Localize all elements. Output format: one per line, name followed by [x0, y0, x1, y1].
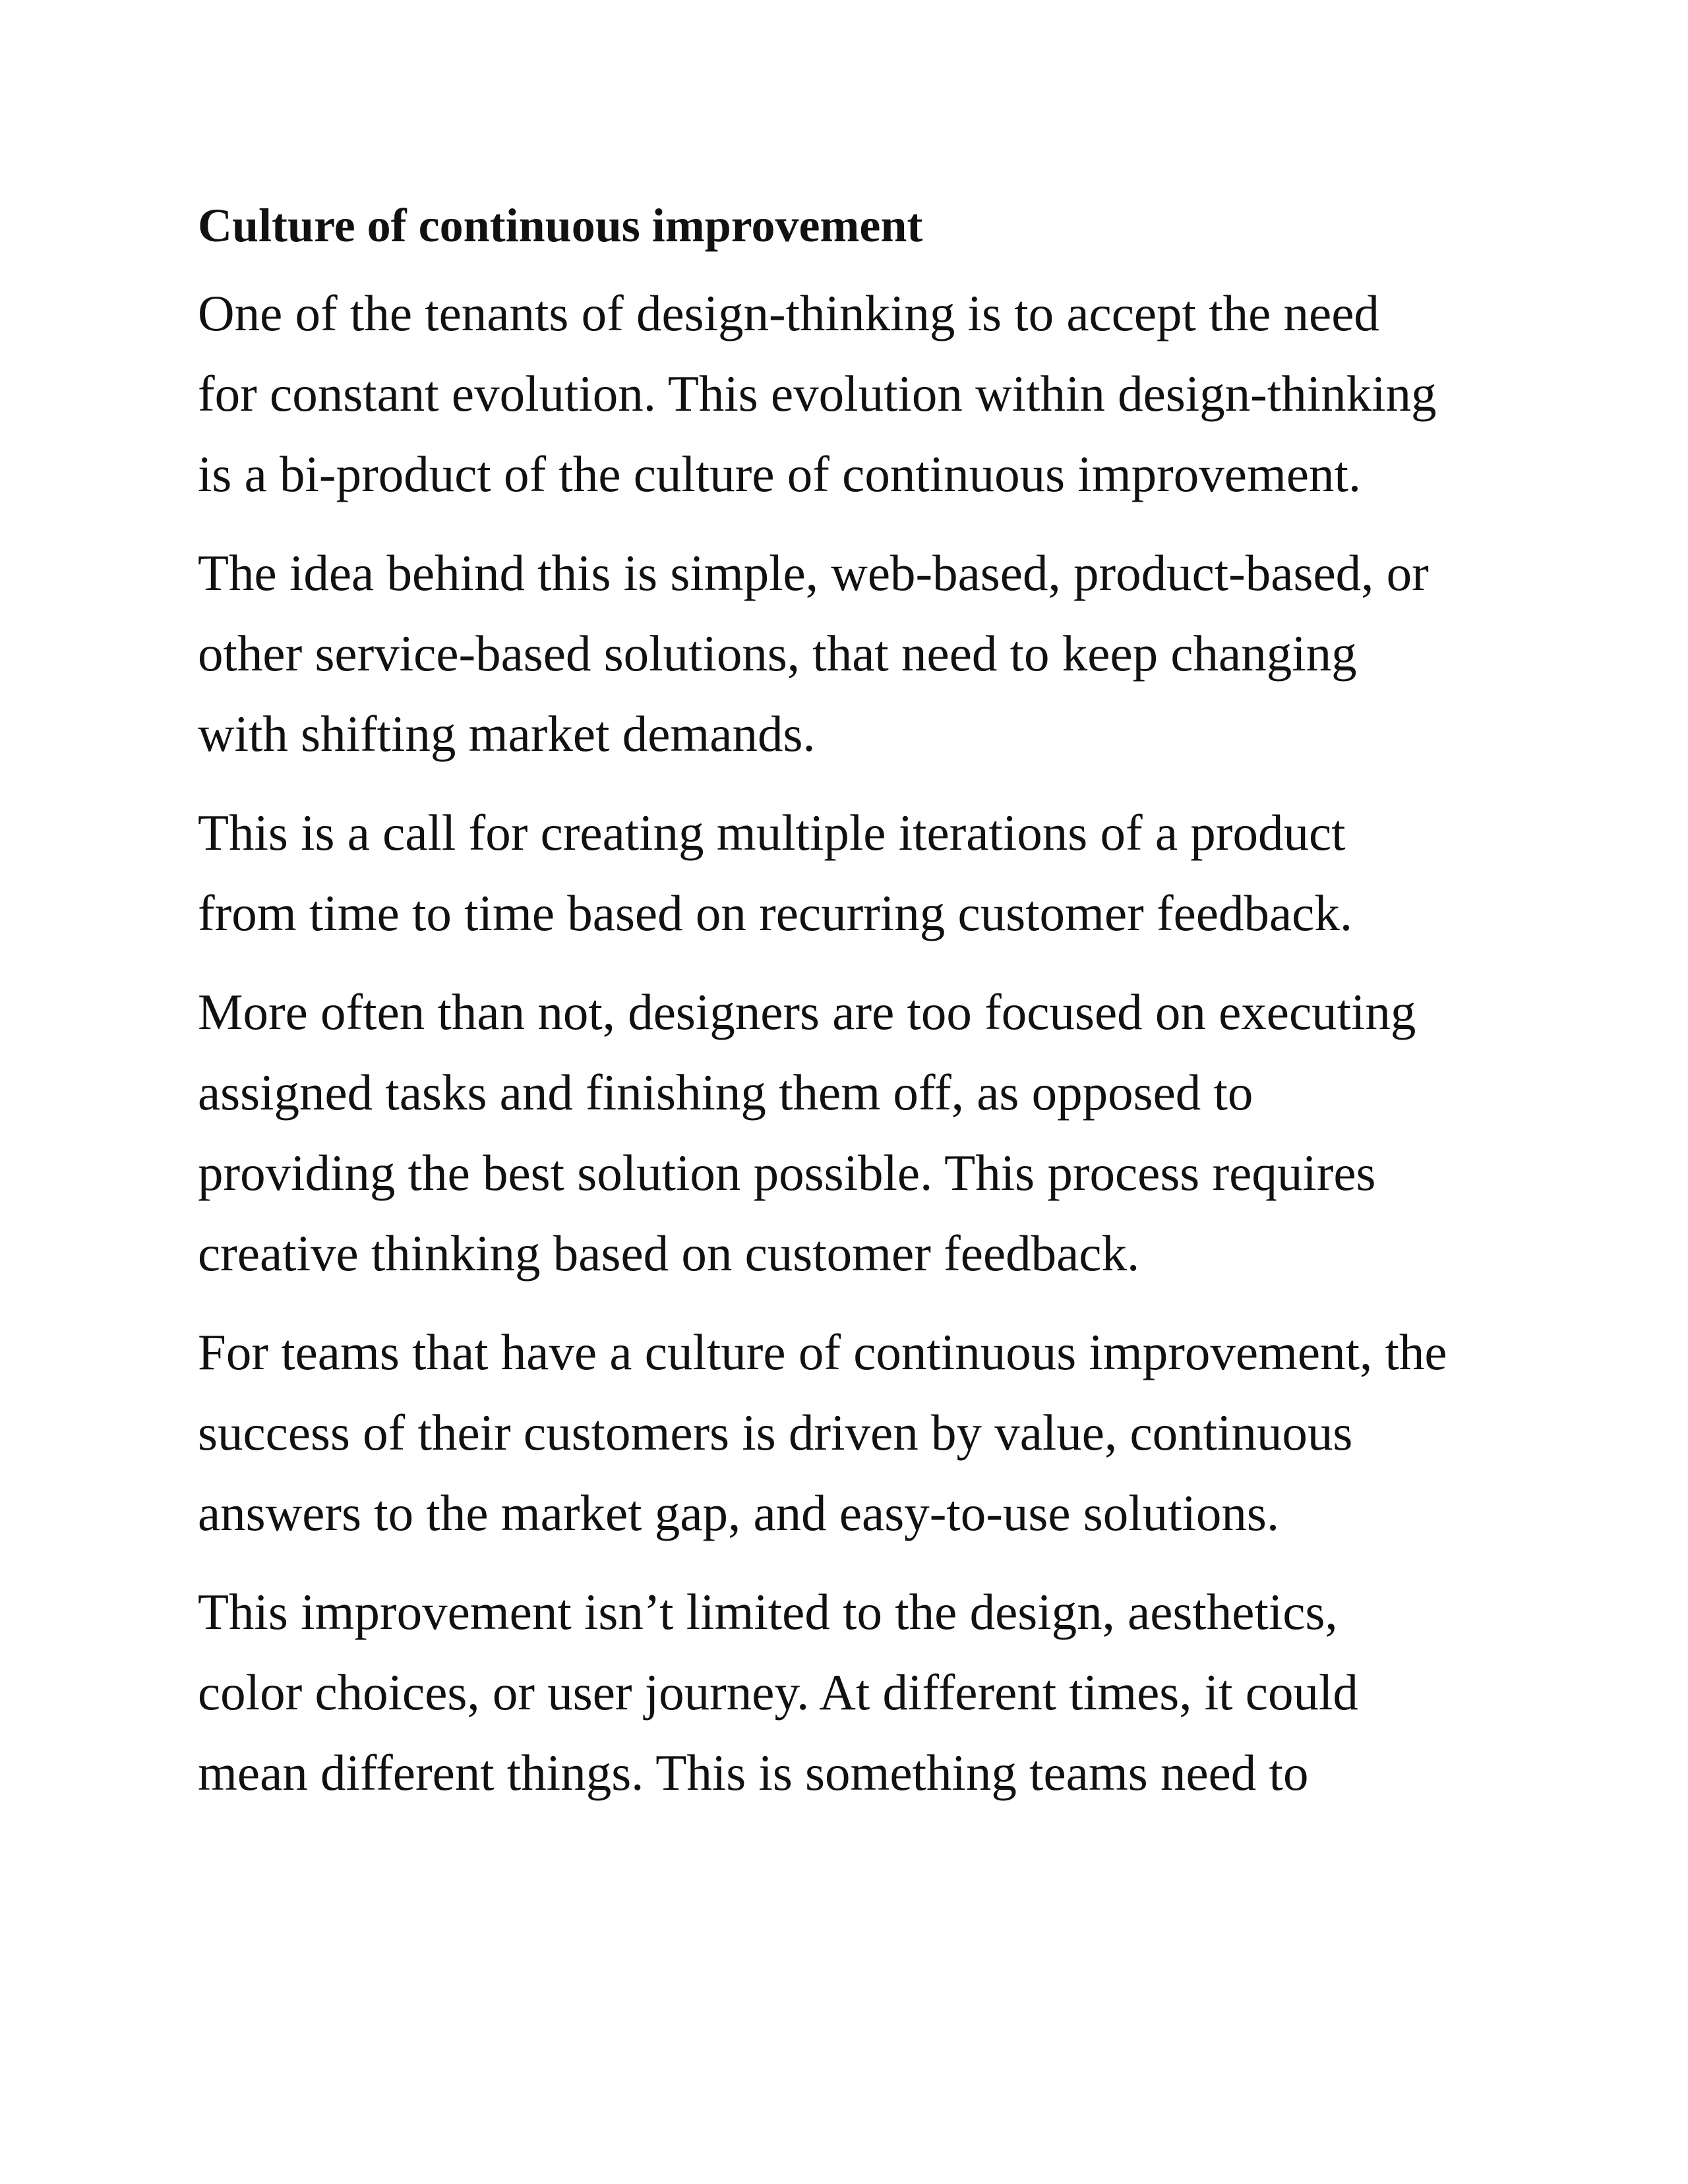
paragraph-4 — [198, 972, 1517, 1293]
paragraph-line: creative thinking based on customer feedback. — [198, 1225, 1140, 1282]
paragraph-line: success of their customers is driven by value, continuous — [198, 1404, 1353, 1461]
paragraph-line: This is a call for creating multiple iterations of a product — [198, 804, 1346, 861]
paragraph-line: with shifting market demands. — [198, 705, 816, 762]
paragraph-5 — [198, 1312, 1517, 1553]
paragraph-line: mean different things. This is something teams need to — [198, 1744, 1309, 1801]
paragraph-line: One of the tenants of design-thinking is to accept the need — [198, 285, 1379, 341]
paragraph-line: for constant evolution. This evolution within design-thinking — [198, 365, 1437, 422]
paragraph-6 — [198, 1572, 1517, 1813]
paragraph-1 — [198, 273, 1517, 514]
paragraph-line: assigned tasks and finishing them off, as opposed to — [198, 1064, 1253, 1121]
paragraph-line: is a bi-product of the culture of continuous improvement. — [198, 446, 1362, 502]
paragraph-line: from time to time based on recurring customer feedback. — [198, 885, 1353, 941]
paragraph-2 — [198, 533, 1517, 774]
paragraph-line: providing the best solution possible. This process requires — [198, 1144, 1376, 1201]
paragraph-line: This improvement isn’t limited to the design, aesthetics, — [198, 1583, 1338, 1640]
paragraph-line: The idea behind this is simple, web-based, product-based, or — [198, 545, 1429, 601]
paragraph-line: More often than not, designers are too focused on executing — [198, 984, 1416, 1040]
document-page — [198, 191, 1517, 1831]
paragraph-line: color choices, or user journey. At different times, it could — [198, 1664, 1358, 1721]
paragraph-line: answers to the market gap, and easy-to-use solutions. — [198, 1485, 1280, 1541]
paragraph-line: other service-based solutions, that need to keep changing — [198, 625, 1357, 682]
section-heading: Culture of continuous improvement — [198, 199, 923, 252]
paragraph-line: For teams that have a culture of continuous improvement, the — [198, 1324, 1447, 1380]
paragraph-3 — [198, 792, 1517, 953]
